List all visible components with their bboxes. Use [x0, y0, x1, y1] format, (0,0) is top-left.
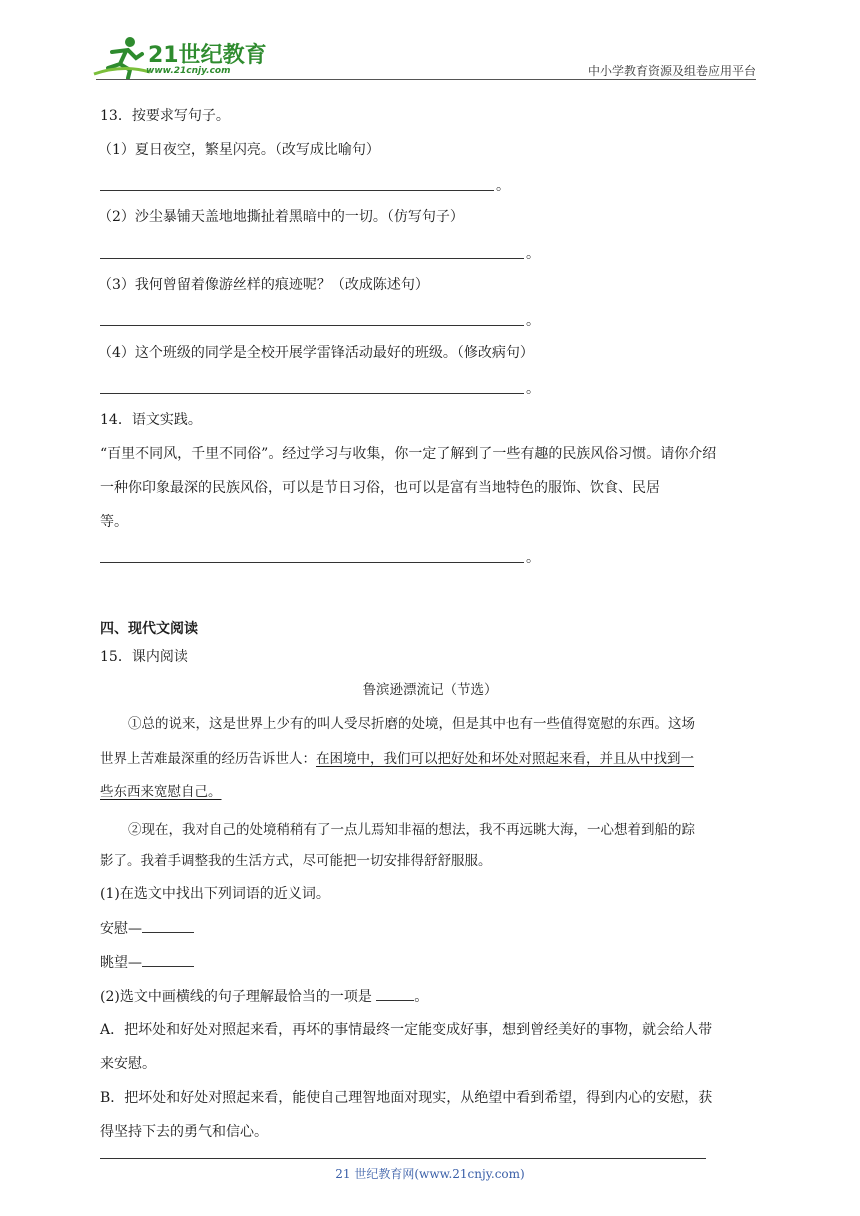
logo-url: www.21cnjy.com: [146, 66, 231, 76]
q13-end-mark-3: 。: [526, 313, 540, 329]
footer-divider: [100, 1158, 706, 1159]
q13-answer-line-4[interactable]: [100, 393, 524, 394]
footer-text: 21 世纪教育网(www.21cnjy.com): [335, 1167, 525, 1181]
q15-title: 15．课内阅读: [100, 649, 188, 665]
synonym-blank-2[interactable]: [142, 952, 194, 967]
q13-answer-line-1[interactable]: [100, 190, 494, 191]
passage-p2-line-2: 影了。我着手调整我的生活方式，尽可能把一切安排得舒舒服服。: [100, 853, 492, 869]
q13-end-mark-4: 。: [526, 381, 540, 397]
q14-title: 14．语文实践。: [100, 412, 202, 428]
sub-question-2-end: 。: [414, 989, 429, 1005]
passage-p2-line-1: ②现在，我对自己的处境稍稍有了一点儿焉知非福的想法，我不再远眺大海，一心想着到船的踪: [128, 822, 695, 838]
q14-paragraph-line-2: 一种你印象最深的民族风俗，可以是节日习俗，也可以是富有当地特色的服饰、饮食、民居: [100, 480, 660, 496]
q13-item-4: （4）这个班级的同学是全校开展学雷锋活动最好的班级。（修改病句）: [98, 345, 534, 361]
q13-answer-line-2[interactable]: [100, 258, 524, 259]
synonym-word-2: 眺望—: [100, 955, 142, 971]
q13-answer-line-3[interactable]: [100, 325, 524, 326]
q13-item-3: （3）我何曾留着像游丝样的痕迹呢？（改成陈述句）: [98, 277, 429, 293]
sub-question-1: (1)在选文中找出下列词语的近义词。: [100, 886, 330, 902]
q13-item-2: （2）沙尘暴铺天盖地地撕扯着黑暗中的一切。（仿写句子）: [98, 209, 464, 225]
passage-title: 鲁滨逊漂流记（节选）: [362, 682, 498, 698]
synonym-item-2: [100, 952, 194, 973]
q14-paragraph-line-1: “百里不同风，千里不同俗”。经过学习与收集，你一定了解到了一些有趣的民族风俗习惯。请你介绍: [100, 446, 717, 462]
sub-question-2: [100, 986, 428, 1007]
option-a-line-2: 来安慰。: [100, 1056, 156, 1072]
q13-item-1: （1）夏日夜空，繁星闪亮。（改写成比喻句）: [98, 142, 380, 158]
option-b-line-2: 得坚持下去的勇气和信心。: [100, 1124, 268, 1140]
q14-paragraph-line-3: 等。: [100, 514, 128, 530]
passage-p1-line-1: ①总的说来，这是世界上少有的叫人受尽折磨的处境，但是其中也有一些值得宽慰的东西。这场: [128, 716, 695, 732]
sub-question-2-text: (2)选文中画横线的句子理解最恰当的一项是: [100, 989, 377, 1005]
passage-p1-line-2: [100, 749, 694, 769]
q13-end-mark-1: 。: [496, 178, 510, 194]
runner-logo-icon: [92, 34, 152, 80]
choice-blank[interactable]: [376, 986, 414, 1001]
section-heading: 四、现代文阅读: [100, 621, 198, 637]
q14-answer-line[interactable]: [100, 562, 524, 563]
passage-p1-line-3: 些东西来宽慰自己。: [100, 784, 222, 800]
q13-title: 13．按要求写句子。: [100, 108, 230, 124]
logo-text: 21世纪教育: [148, 43, 267, 68]
synonym-blank-1[interactable]: [142, 918, 194, 933]
option-a-line-1: A．把坏处和好处对照起来看，再坏的事情最终一定能变成好事，想到曾经美好的事物，就会给人带: [100, 1022, 713, 1038]
option-b-line-1: B．把坏处和好处对照起来看，能使自己理智地面对现实，从绝望中看到希望，得到内心的安慰，获: [100, 1090, 713, 1106]
header-divider: [96, 79, 756, 80]
synonym-word-1: 安慰—: [100, 921, 142, 937]
header-platform-text: 中小学教育资源及组卷应用平台: [587, 64, 756, 78]
q14-end-mark: 。: [526, 550, 540, 566]
passage-underlined-sentence: 在困境中，我们可以把好处和坏处对照起来看，并且从中找到一: [316, 751, 694, 767]
synonym-item-1: [100, 918, 194, 939]
q13-end-mark-2: 。: [526, 246, 540, 262]
passage-p1-plain: 世界上苦难最深重的经历告诉世人：: [100, 751, 316, 767]
